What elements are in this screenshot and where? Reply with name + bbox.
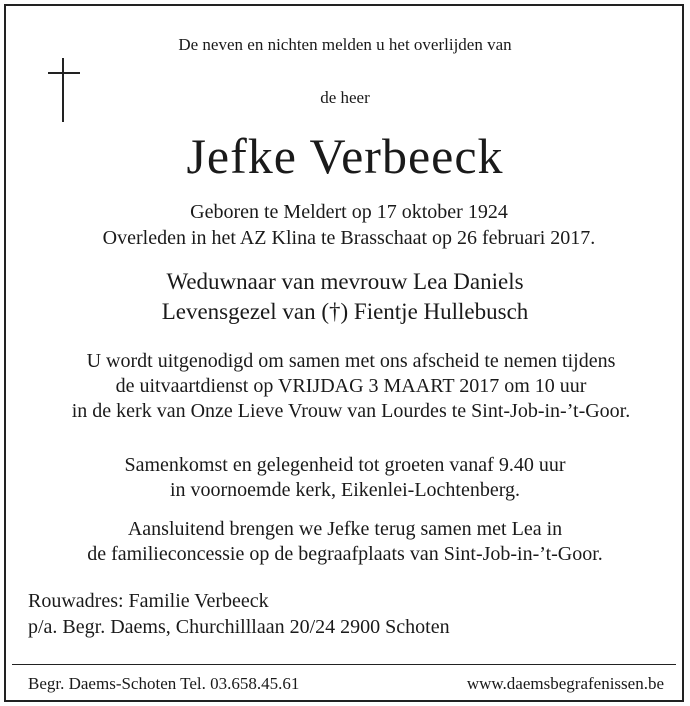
death-line: Overleden in het AZ Klina te Brasschaat op 26 februari 2017. bbox=[102, 227, 596, 249]
title-prefix: de heer bbox=[320, 88, 370, 107]
burial-info bbox=[0, 517, 690, 567]
gathering-line: Samenkomst en gelegenheid tot groeten vanaf 9.40 uur bbox=[124, 454, 566, 476]
burial-line: de familieconcessie op de begraafplaats van Sint-Job-in-’t-Goor. bbox=[87, 543, 603, 565]
funeral-invitation bbox=[6, 349, 690, 424]
invite-line: U wordt uitgenodigd om samen met ons afscheid te nemen tijdens bbox=[86, 350, 616, 372]
footer-divider bbox=[12, 664, 676, 665]
address-line: Rouwadres: Familie Verbeeck bbox=[28, 590, 269, 612]
funeral-home-contact: Begr. Daems-Schoten Tel. 03.658.45.61 bbox=[28, 674, 300, 693]
birth-death-dates bbox=[4, 199, 690, 251]
spouse-info bbox=[0, 267, 690, 327]
funeral-home-website[interactable]: www.daemsbegrafenissen.be bbox=[466, 674, 664, 693]
burial-line: Aansluitend brengen we Jefke terug samen met Lea in bbox=[127, 518, 563, 540]
gathering-line: in voornoemde kerk, Eikenlei-Lochtenberg. bbox=[169, 479, 521, 501]
mourning-address bbox=[28, 588, 450, 640]
invite-line: de uitvaartdienst op VRIJDAG 3 MAART 2017 om 10 uur bbox=[115, 375, 587, 397]
partner-line: Levensgezel van (†) Fientje Hullebusch bbox=[161, 299, 529, 324]
invite-line: in de kerk van Onze Lieve Vrouw van Lourdes te Sint-Job-in-’t-Goor. bbox=[71, 400, 631, 422]
intro-text: De neven en nichten melden u het overlijden van bbox=[178, 35, 512, 54]
deceased-name: Jefke Verbeeck bbox=[186, 128, 504, 184]
gathering-info bbox=[0, 453, 690, 503]
birth-line: Geboren te Meldert op 17 oktober 1924 bbox=[190, 201, 508, 223]
address-line: p/a. Begr. Daems, Churchilllaan 20/24 2900 Schoten bbox=[28, 616, 450, 638]
widower-line: Weduwnaar van mevrouw Lea Daniels bbox=[166, 269, 524, 294]
